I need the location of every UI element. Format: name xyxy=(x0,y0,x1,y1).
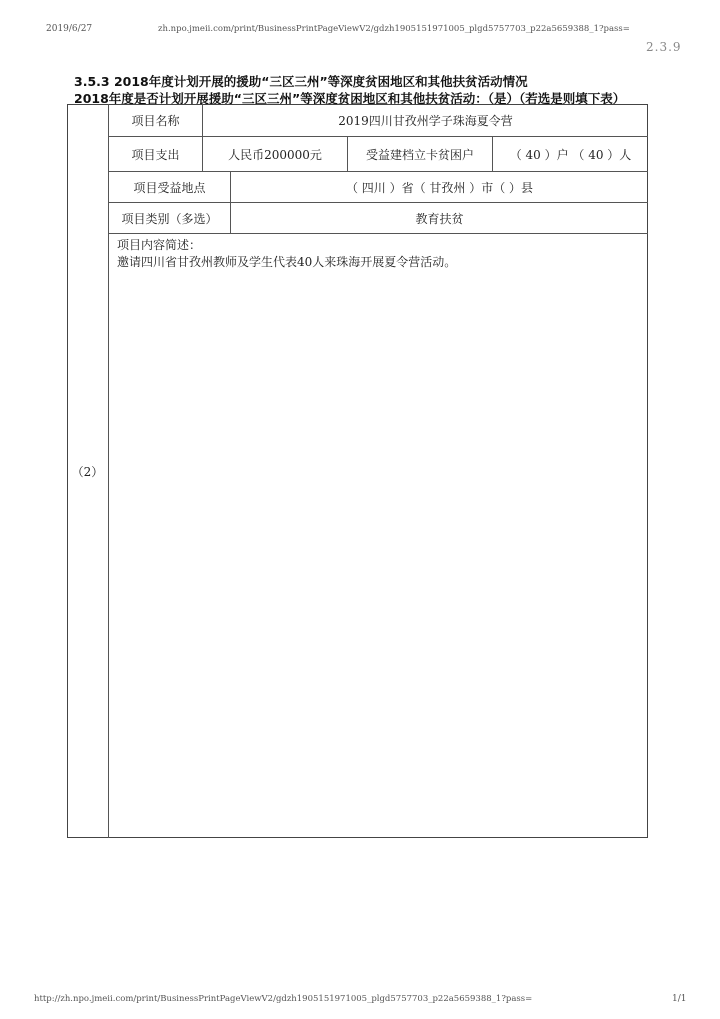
location-label: 项目受益地点 xyxy=(133,180,206,195)
print-footer-url: http://zh.npo.jmeii.com/print/BusinessPrintPageViewV2/gdzh1905151971005_plgd5757703_p22a5659388_1?pass= xyxy=(34,994,533,1004)
expense-value: 人民币200000元 xyxy=(228,147,322,162)
beneficiary-value-cell xyxy=(493,137,648,172)
row-index-label: （2） xyxy=(71,464,104,479)
summary-text: 邀请四川省甘孜州教师及学生代表40人来珠海开展夏令营活动。 xyxy=(117,255,457,269)
question-line: 2018年度是否计划开展援助“三区三州”等深度贫困地区和其他扶贫活动：（是）（若选是则填下表） xyxy=(74,91,626,106)
page-number: 1/1 xyxy=(672,994,687,1004)
location-value: （ 四川 ）省（ 甘孜州 ）市（ ）县 xyxy=(345,180,534,195)
category-value: 教育扶贫 xyxy=(415,211,464,226)
expense-value-cell xyxy=(203,137,348,172)
category-label: 项目类别（多选） xyxy=(121,211,218,226)
category-value-cell xyxy=(231,203,648,234)
project-name-label-cell xyxy=(109,104,203,137)
beneficiary-value: （ 40 ）户 （ 40 ）人 xyxy=(509,147,632,162)
handwritten-page-mark: 2.3.9 xyxy=(646,40,682,54)
category-label-cell xyxy=(109,203,231,234)
print-date: 2019/6/27 xyxy=(46,24,93,34)
project-name-value: 2019四川甘孜州学子珠海夏令营 xyxy=(338,113,513,128)
section-title: 3.5.3 2018年度计划开展的援助“三区三州”等深度贫困地区和其他扶贫活动情况 xyxy=(74,74,528,89)
expense-label: 项目支出 xyxy=(131,147,180,162)
beneficiary-label: 受益建档立卡贫困户 xyxy=(365,147,474,162)
beneficiary-label-cell xyxy=(348,137,493,172)
print-header-url: zh.npo.jmeii.com/print/BusinessPrintPageViewV2/gdzh1905151971005_plgd5757703_p22a5659388_1?pass= xyxy=(158,24,630,34)
project-name-value-cell xyxy=(203,104,648,137)
expense-label-cell xyxy=(109,137,203,172)
project-name-label: 项目名称 xyxy=(131,113,180,128)
row-index-cell xyxy=(67,104,109,838)
summary-cell xyxy=(109,234,648,838)
summary-label: 项目内容简述： xyxy=(117,238,202,252)
location-value-cell xyxy=(231,172,648,203)
location-label-cell xyxy=(109,172,231,203)
